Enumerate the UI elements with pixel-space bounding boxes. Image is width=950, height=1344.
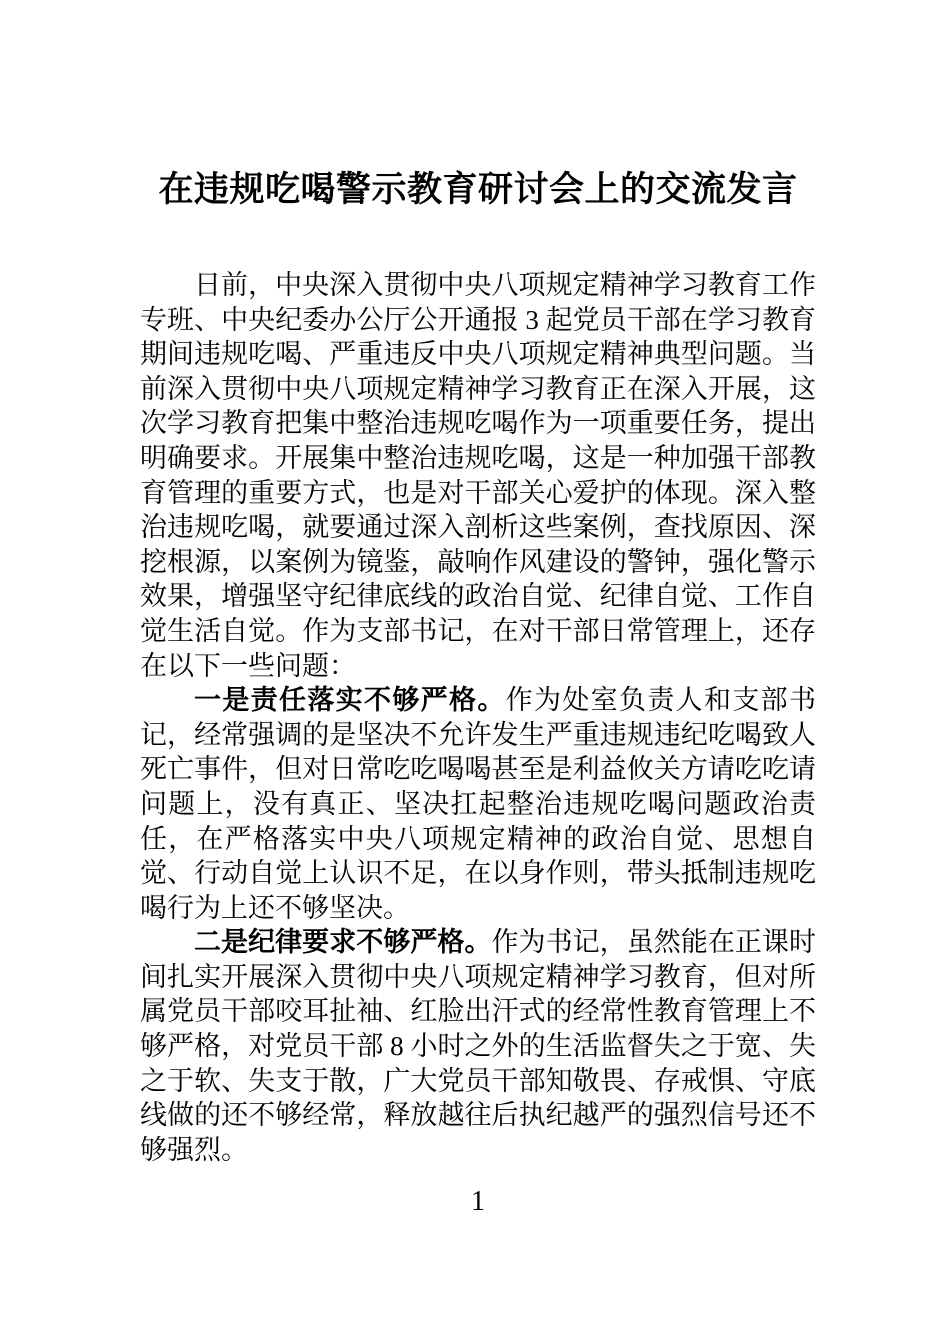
- paragraph-intro: [140, 268, 816, 683]
- paragraph-point-1-lead: 一是责任落实不够严格。: [194, 685, 506, 716]
- paragraph-point-2-text: 作为书记，虽然能在正课时间扎实开展深入贯彻中央八项规定精神学习教育，但对所属党员干部咬耳扯袖、红脸出汗式的经常性教育管理上不够严格，对党员干部 8 小时之外的生活监督失之于宽、失之于软、失支于散，广大党员干部知敬畏、存戒惧、守底线做的还不够经常，释放越往后执纪越严的强烈信号还不够强烈。: [140, 927, 816, 1165]
- paragraph-point-1-text: 作为处室负责人和支部书记，经常强调的是坚决不允许发生严重违规违纪吃喝致人死亡事件，但对日常吃吃喝喝甚至是利益攸关方请吃吃请问题上，没有真正、坚决扛起整治违规吃喝问题政治责任，在严格落实中央八项规定精神的政治自觉、思想自觉、行动自觉上认识不足，在以身作则，带头抵制违规吃喝行为上还不够坚决。: [140, 685, 817, 923]
- paragraph-point-2: [140, 925, 816, 1167]
- document-body: [140, 268, 816, 1167]
- paragraph-point-2-lead: 二是纪律要求不够严格。: [194, 927, 492, 958]
- document-title: 在违规吃喝警示教育研讨会上的交流发言: [158, 170, 798, 209]
- paragraph-intro-text: 日前，中央深入贯彻中央八项规定精神学习教育工作专班、中央纪委办公厅公开通报 3 起党员干部在学习教育期间违规吃喝、严重违反中央八项规定精神典型问题。当前深入贯彻中央八项规定精神学习教育正在深入开展，这次学习教育把集中整治违规吃喝作为一项重要任务，提出明确要求。开展集中整治违规吃喝，这是一种加强干部教育管理的重要方式，也是对干部关心爱护的体现。深入整治违规吃喝，就要通过深入剖析这些案例，查找原因、深挖根源，以案例为镜鉴，敲响作风建设的警钟，强化警示效果，增强坚守纪律底线的政治自觉、纪律自觉、工作自觉生活自觉。作为支部书记，在对干部日常管理上，还存在以下一些问题：: [140, 270, 816, 681]
- page-number: 1: [471, 1186, 485, 1218]
- paragraph-point-1: [140, 683, 816, 925]
